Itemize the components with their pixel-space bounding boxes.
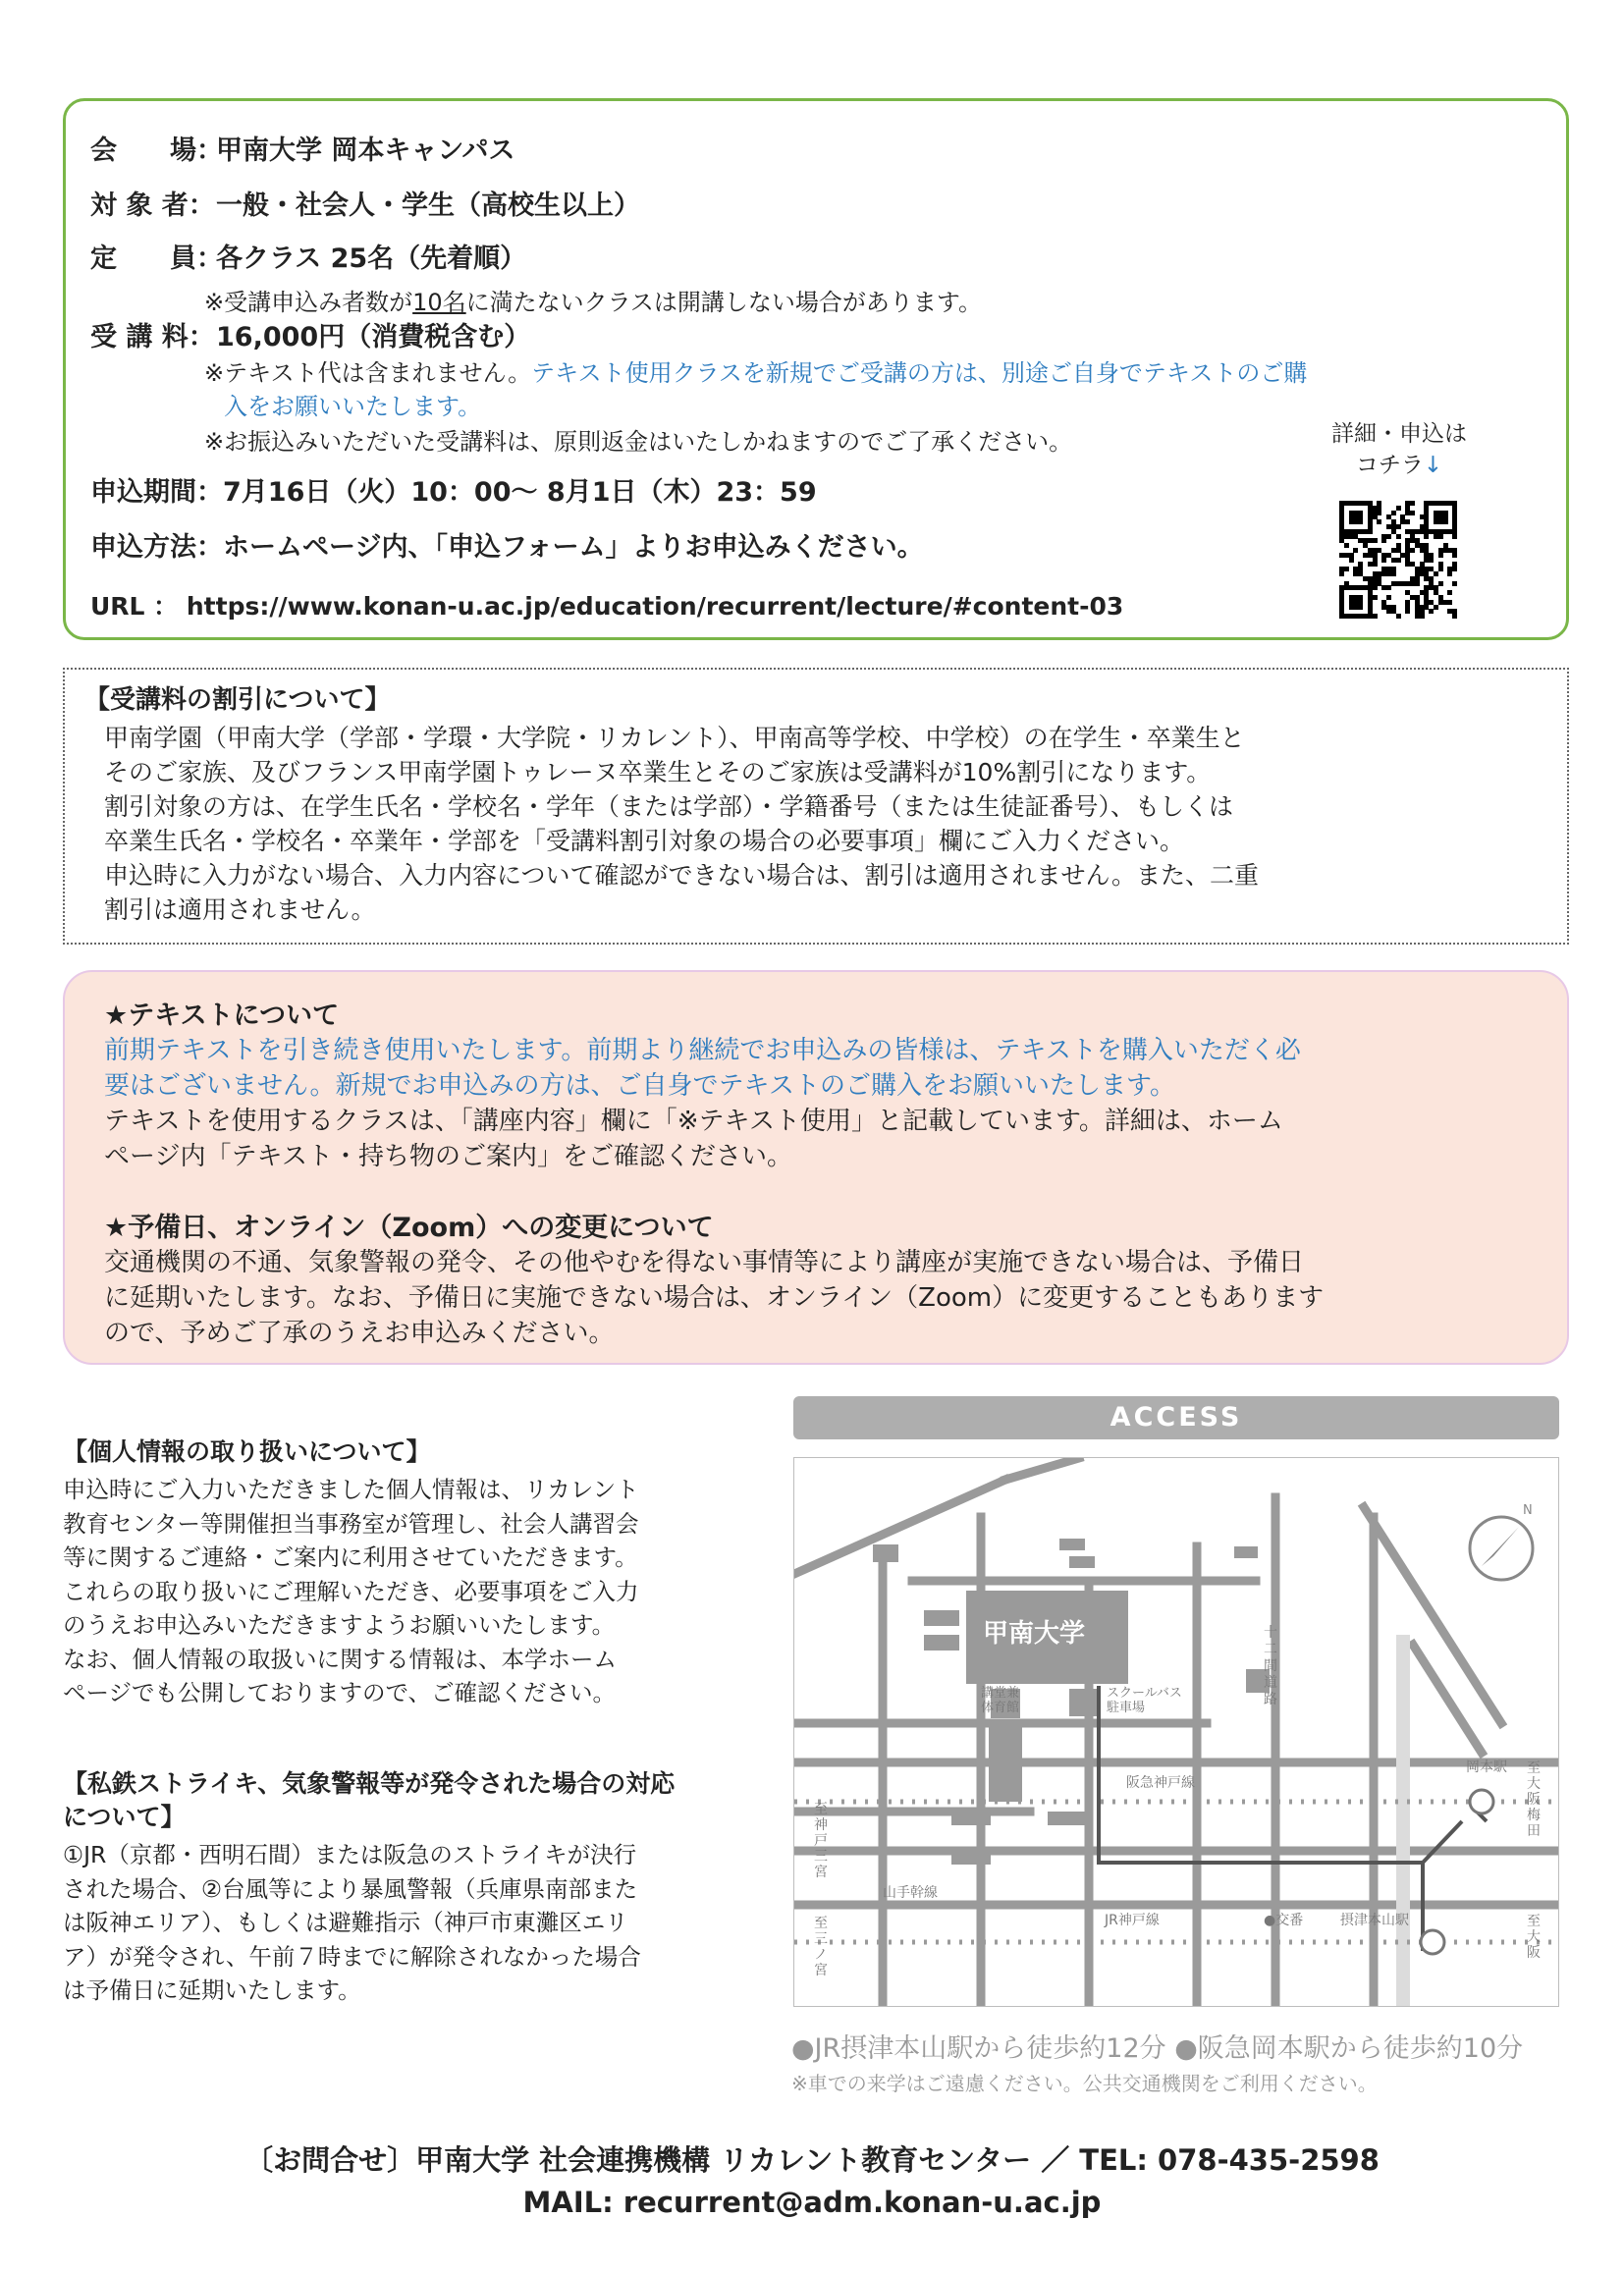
target-row <box>90 189 640 224</box>
qr-module <box>1396 534 1401 539</box>
qr-module <box>1438 581 1443 586</box>
textbook-line-blue: 要はございません。新規でお申込みの方は、ご自身でテキストのご購入をお願いいたします。 <box>104 1071 1175 1101</box>
map-label-jr: JR神戸線 <box>1105 1913 1160 1928</box>
qr-module <box>1396 614 1401 619</box>
capacity-value: 各クラス 25名（先着順） <box>216 244 527 274</box>
reserve-body <box>104 1245 1557 1351</box>
qr-module <box>1381 558 1386 563</box>
qr-module <box>1358 605 1363 610</box>
qr-module <box>1391 511 1396 515</box>
qr-caption-line-2 <box>1306 450 1492 481</box>
target-value: 一般・社会人・学生（高校生以上） <box>216 190 640 221</box>
qr-module <box>1424 534 1429 539</box>
qr-module <box>1434 605 1438 610</box>
discount-line: 割引対象の方は、在学生氏名・学校名・学年（または学部）・学籍番号（または生徒証番号）、もしくは <box>104 792 1234 821</box>
privacy-heading: 【個人情報の取り扱いについて】 <box>63 1437 431 1466</box>
qr-module <box>1447 571 1452 576</box>
qr-caption-line-1: 詳細・申込は <box>1331 421 1467 447</box>
discount-heading: 【受講料の割引について】 <box>84 685 391 715</box>
qr-module <box>1344 543 1349 548</box>
qr-module <box>1344 567 1349 571</box>
capacity-note <box>204 287 982 318</box>
qr-module <box>1452 614 1457 619</box>
qr-module <box>1415 581 1420 586</box>
qr-module <box>1452 534 1457 539</box>
qr-module <box>1410 501 1415 506</box>
qr-module <box>1353 548 1358 553</box>
method-row <box>90 530 924 566</box>
discount-line: 申込時に入力がない場合、入力内容について確認ができない場合は、割引は適用されません。また、二重 <box>104 861 1260 890</box>
privacy-line: これらの取り扱いにご理解いただき、必要事項をご入力 <box>63 1577 639 1605</box>
strike-line: ①JR（京都・西明石間）または阪急のストライキが決行 <box>63 1841 637 1868</box>
map-label-hankyu: 阪急神戸線 <box>1126 1775 1195 1791</box>
strike-line: は阪神エリア）、もしくは避難指示（神戸市東灘区エリ <box>63 1909 628 1936</box>
method-label: 申込方法： <box>90 532 223 563</box>
strike-line: は予備日に延期いたします。 <box>63 1976 361 2004</box>
map-roads <box>794 1458 1558 2006</box>
capacity-label: 定 員： <box>90 244 223 274</box>
textbook-heading: ★テキストについて <box>104 1001 340 1031</box>
reserve-heading: ★予備日、オンライン（Zoom）への変更について <box>104 1213 714 1243</box>
venue-label: 会 場： <box>90 135 223 166</box>
qr-caption <box>1306 418 1492 481</box>
strike-body <box>63 1838 770 2008</box>
reserve-line: 交通機関の不通、気象警報の発令、その他やむを得ない事情等により講座が実施できない場合は、予備日 <box>104 1248 1305 1277</box>
qr-module <box>1410 548 1415 553</box>
qr-module <box>1420 614 1425 619</box>
access-map[interactable] <box>793 1457 1559 2007</box>
qr-module <box>1434 571 1438 576</box>
qr-module <box>1381 538 1386 543</box>
textbook-line-blue: 前期テキストを引き続き使用いたします。前期より継続でお申込みの皆様は、テキストを購入いただく必 <box>104 1036 1301 1065</box>
compass-north-label: N <box>1523 1503 1533 1518</box>
access-directions: ●JR摂津本山駅から徒歩約12分 ●阪急岡本駅から徒歩約10分 <box>791 2033 1524 2064</box>
map-label-to-umeda: 至大阪梅田 <box>1527 1760 1541 1839</box>
qr-module <box>1429 609 1434 614</box>
map-label-to-sannomiya-jr: 至三ノ宮 <box>814 1916 828 1978</box>
qr-module <box>1405 519 1410 524</box>
qr-module <box>1373 562 1378 567</box>
privacy-line: のうえお申込みいただきますようお願いいたします。 <box>63 1611 616 1639</box>
qr-module <box>1438 534 1443 539</box>
map-label-university: 甲南大学 <box>983 1619 1086 1649</box>
target-label: 対 象 者： <box>90 190 215 221</box>
textbook-line: テキストを使用するクラスは、「講座内容」欄に「※テキスト使用」と記載しています。詳細は、ホーム <box>104 1107 1283 1136</box>
privacy-line: ページでも公開しておりますので、ご確認ください。 <box>63 1679 617 1706</box>
period-row <box>90 475 817 511</box>
qr-module <box>1405 609 1410 614</box>
qr-module <box>1443 519 1448 524</box>
fee-note-1-text: ※テキスト代は含まれません。 <box>204 359 532 387</box>
contact-mail[interactable]: MAIL: recurrent@adm.konan-u.ac.jp <box>522 2186 1102 2219</box>
qr-module <box>1377 511 1381 515</box>
privacy-line: 教育センター等開催担当事務室が管理し、社会人講習会 <box>63 1509 639 1538</box>
strike-heading-line-2: について】 <box>63 1803 186 1831</box>
reserve-line: に延期いたします。なお、予備日に実施できない場合は、オンライン（Zoom）に変更することもあります <box>104 1283 1325 1313</box>
strike-heading <box>63 1767 675 1834</box>
discount-line: 割引は適用されません。 <box>104 895 376 924</box>
settsu-station-marker <box>1421 1930 1444 1954</box>
qr-module <box>1438 567 1443 571</box>
qr-module <box>1447 590 1452 595</box>
capacity-note-post: に満たないクラスは開講しない場合があります。 <box>465 289 983 316</box>
fee-note-1-textbook: テキスト使用クラスを新規でご受講の方は、別途ご自身でテキストのご購 <box>531 359 1308 387</box>
fee-note-1 <box>204 357 1307 389</box>
qr-module <box>1410 511 1415 515</box>
fee-row <box>90 320 530 355</box>
qr-module <box>1373 538 1378 543</box>
qr-module <box>1373 585 1378 590</box>
textbook-line: ページ内「テキスト・持ち物のご案内」をご確認ください。 <box>104 1142 792 1171</box>
privacy-line: なお、個人情報の取扱いに関する情報は、本学ホーム <box>63 1645 617 1673</box>
qr-module <box>1396 506 1401 511</box>
privacy-line: 申込時にご入力いただきました個人情報は、リカレント <box>63 1476 639 1503</box>
qr-module <box>1368 529 1373 534</box>
map-label-settsu: 摂津本山駅 <box>1340 1913 1409 1928</box>
map-label-to-osaka: 至大阪 <box>1527 1914 1541 1961</box>
access-note: ※車での来学はご遠慮ください。公共交通機関をご利用ください。 <box>791 2072 1378 2095</box>
url-link[interactable]: URL ： https://www.konan-u.ac.jp/education/recurrent/lecture/#content-03 <box>90 592 1124 621</box>
discount-body <box>104 721 1557 927</box>
qr-module <box>1358 519 1363 524</box>
map-label-yamate: 山手幹線 <box>883 1885 938 1901</box>
method-value: ホームページ内、「申込フォーム」よりお申込みください。 <box>223 532 924 563</box>
qr-module <box>1396 558 1401 563</box>
qr-module <box>1452 553 1457 558</box>
qr-module <box>1386 595 1391 600</box>
qr-module <box>1447 600 1452 605</box>
qr-module <box>1349 558 1354 563</box>
qr-module <box>1391 571 1396 576</box>
discount-line: 甲南学園（甲南大学（学部・学環・大学院・リカレント）、甲南高等学校、中学校）の在学生・卒業生と <box>104 724 1245 752</box>
qr-module <box>1377 519 1381 524</box>
qr-module <box>1339 571 1344 576</box>
map-label-road12: 十二間道路 <box>1264 1625 1277 1707</box>
privacy-body <box>63 1473 770 1710</box>
qr-module <box>1373 595 1378 600</box>
arrow-down-icon: ↓ <box>1423 453 1443 478</box>
qr-module <box>1452 567 1457 571</box>
capacity-note-pre: ※受講申込み者数が <box>204 289 413 316</box>
fee-value: 16,000円（消費税含む） <box>216 322 531 352</box>
qr-module <box>1452 581 1457 586</box>
discount-line: 卒業生氏名・学校名・卒業年・学部を「受講料割引対象の場合の必要事項」欄にご入力ください。 <box>104 827 1185 855</box>
map-label-bus: スクールバス 駐車場 <box>1107 1686 1182 1715</box>
map-label-gym: 講堂兼 体育館 <box>981 1686 1020 1715</box>
qr-module <box>1386 585 1391 590</box>
fee-note-2: ※お振込みいただいた受講料は、原則返金はいたしかねますのでご了承ください。 <box>204 428 1073 456</box>
map-label-to-sannomiya-hankyu: 至神戸三宮 <box>814 1802 828 1880</box>
strike-heading-line-1: 【私鉄ストライキ、気象警報等が発令された場合の対応 <box>63 1769 676 1798</box>
qr-module <box>1396 524 1401 529</box>
textbook-body <box>104 1033 1557 1174</box>
venue-value: 甲南大学 岡本キャンパス <box>216 135 515 166</box>
qr-module <box>1438 553 1443 558</box>
capacity-row <box>90 242 526 277</box>
qr-code[interactable] <box>1339 501 1457 619</box>
compass-icon <box>1470 1517 1533 1580</box>
fee-note-1-cont: 入をお願いいたします。 <box>224 393 482 420</box>
period-label: 申込期間： <box>90 477 223 508</box>
fee-label: 受 講 料： <box>90 322 215 352</box>
venue-row <box>90 134 515 169</box>
map-label-okamoto: 岡本駅 <box>1466 1759 1507 1775</box>
discount-line: そのご家族、及びフランス甲南学園トゥレーヌ卒業生とそのご家族は受講料が10%割引になります。 <box>104 758 1212 786</box>
hankyu-rail <box>794 1802 1558 1942</box>
period-value: 7月16日（火）10：00～ 8月1日（木）23：59 <box>223 477 817 508</box>
okamoto-station-marker <box>1470 1790 1493 1813</box>
map-label-koban: ●交番 <box>1264 1913 1304 1928</box>
privacy-line: 等に関するご連絡・ご案内に利用させていただきます。 <box>63 1543 638 1571</box>
qr-module <box>1429 558 1434 563</box>
strike-line: ア）が発令され、午前７時までに解除されなかった場合 <box>63 1942 641 1971</box>
reserve-line: ので、予めご了承のうえお申込みください。 <box>104 1319 615 1348</box>
qr-module <box>1373 614 1378 619</box>
capacity-note-minimum: 10名 <box>412 289 466 316</box>
access-title-bar: ACCESS <box>793 1396 1559 1439</box>
qr-caption-here: コチラ <box>1355 453 1424 478</box>
qr-module <box>1386 534 1391 539</box>
map-svg <box>794 1458 1558 2006</box>
contact-line: 〔お問合せ〕甲南大学 社会連携機構 リカレント教育センター ／ TEL: 078-435-2598 <box>244 2143 1380 2177</box>
strike-line: された場合、②台風等により暴風警報（兵庫県南部また <box>63 1874 638 1903</box>
